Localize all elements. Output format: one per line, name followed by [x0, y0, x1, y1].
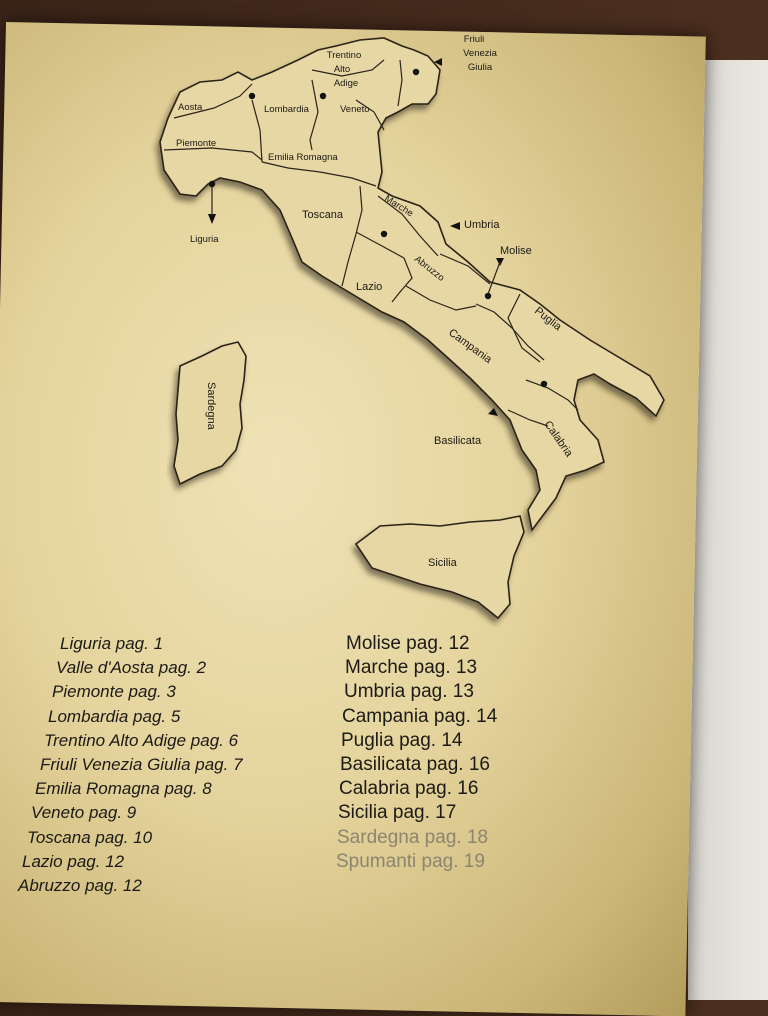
label-friuli: Friuli — [463, 34, 485, 45]
label-liguria: Liguria — [190, 234, 219, 245]
index-entry: Basilicata pag. 16 — [340, 754, 490, 776]
label-piemonte: Piemonte — [176, 138, 217, 149]
label-aosta: Aosta — [178, 102, 203, 113]
label-adige: Adige — [333, 78, 359, 89]
label-emilia-romagna: Emilia Romagna — [268, 152, 338, 163]
label-umbria: Umbria — [464, 219, 500, 231]
label-venezia: Venezia — [463, 48, 497, 59]
label-sicilia: Sicilia — [428, 557, 457, 569]
index-left-column — [18, 632, 243, 898]
index-entry: Campania pag. 14 — [342, 705, 498, 727]
index-entry: Lazio pag. 12 — [22, 851, 125, 871]
index-entry: Liguria pag. 1 — [60, 634, 164, 653]
index-entry: Piemonte pag. 3 — [52, 682, 176, 702]
index-entry: Toscana pag. 10 — [27, 827, 153, 847]
label-trentino: Trentino — [326, 50, 362, 61]
index-entry: Lombardia pag. 5 — [48, 706, 181, 726]
index-entry: Spumanti pag. 19 — [336, 850, 485, 872]
index-right-column — [336, 632, 497, 874]
index-entry: Veneto pag. 9 — [31, 803, 137, 823]
index-entry: Trentino Alto Adige pag. 6 — [44, 730, 239, 750]
label-toscana: Toscana — [302, 209, 343, 221]
index-entry: Emilia Romagna pag. 8 — [35, 779, 212, 799]
label-calabria: Calabria — [541, 418, 575, 460]
label-lazio: Lazio — [356, 281, 383, 293]
label-veneto: Veneto — [340, 104, 370, 115]
label-sardegna: Sardegna — [205, 382, 217, 430]
index-entry: Abruzzo pag. 12 — [18, 876, 142, 896]
label-abruzzo: Abruzzo — [412, 253, 447, 284]
index-entry: Sicilia pag. 17 — [338, 802, 457, 824]
index-entry: Sardegna pag. 18 — [337, 826, 489, 848]
index-entry: Molise pag. 12 — [346, 633, 470, 654]
label-puglia: Puglia — [532, 304, 564, 334]
label-giulia: Giulia — [467, 62, 493, 73]
label-molise: Molise — [500, 245, 532, 257]
index-entry: Umbria pag. 13 — [344, 681, 474, 703]
index-entry: Valle d'Aosta pag. 2 — [56, 658, 207, 678]
label-campania: Campania — [446, 326, 494, 366]
mainland-italy — [160, 38, 664, 530]
index-entry: Marche pag. 13 — [345, 657, 478, 679]
index-entry: Friuli Venezia Giulia pag. 7 — [40, 755, 243, 775]
label-marche: Marche — [382, 193, 416, 220]
index-entry: Puglia pag. 14 — [341, 729, 463, 751]
label-alto: Alto — [333, 64, 351, 75]
index-entry: Calabria pag. 16 — [339, 778, 479, 800]
label-basilicata: Basilicata — [434, 435, 482, 447]
label-lombardia: Lombardia — [264, 104, 309, 115]
